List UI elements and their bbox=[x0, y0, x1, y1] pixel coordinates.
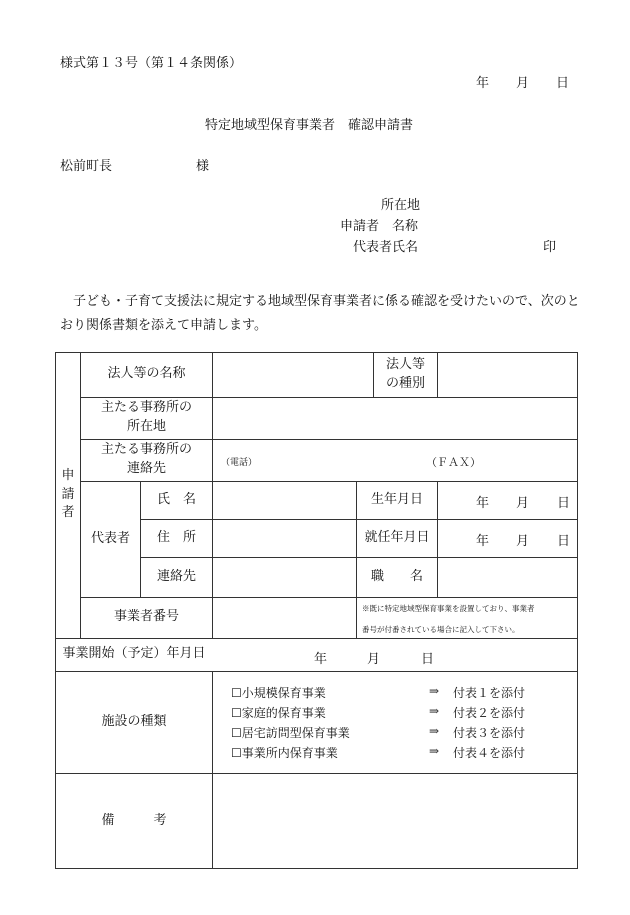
rep-address-label: 住 所 bbox=[156, 529, 196, 545]
facility-option-label: ☐家庭的保育事業 bbox=[231, 706, 326, 720]
facility-option-label: ☐小規模保育事業 bbox=[231, 686, 326, 700]
representative-group-label: 代表者 bbox=[90, 530, 130, 546]
appointment-year: 年 bbox=[476, 534, 490, 549]
start-date-label: 事業開始（予定）年月日 bbox=[62, 646, 206, 662]
office-address-label: 主たる事務所の 所在地 bbox=[100, 400, 192, 434]
phone-label: （電話） bbox=[221, 458, 258, 468]
facility-type-label: 施設の種類 bbox=[101, 713, 167, 729]
arrow-icon: ⇒ bbox=[429, 684, 440, 698]
remarks-label: 備 考 bbox=[101, 812, 167, 828]
operator-number-label: 事業者番号 bbox=[113, 609, 179, 625]
date-year: 年 bbox=[476, 76, 490, 91]
appointment-month: 月 bbox=[516, 534, 530, 549]
facility-option[interactable] bbox=[231, 744, 526, 761]
birthdate-label: 生年月日 bbox=[370, 491, 423, 507]
rep-address-field[interactable] bbox=[213, 520, 355, 556]
birth-month: 月 bbox=[516, 496, 530, 511]
start-month: 月 bbox=[367, 652, 381, 667]
facility-option[interactable] bbox=[231, 704, 526, 721]
applicant-name-label: 申請者 名称 bbox=[340, 219, 419, 234]
office-address-field[interactable] bbox=[213, 398, 577, 438]
page-title: 特定地域型保育事業者 確認申請書 bbox=[205, 118, 414, 133]
start-year: 年 bbox=[314, 652, 328, 667]
arrow-icon: ⇒ bbox=[429, 724, 440, 738]
corp-type-label: 法人等 の種別 bbox=[385, 356, 425, 391]
addressee-honorific: 様 bbox=[196, 159, 210, 174]
fax-label: （ＦＡＸ） bbox=[426, 456, 481, 469]
facility-option-label: ☐事業所内保育事業 bbox=[231, 746, 338, 760]
date-day: 日 bbox=[556, 76, 570, 91]
arrow-icon: ⇒ bbox=[429, 704, 440, 718]
facility-option[interactable] bbox=[231, 684, 526, 701]
rep-name-label: 氏 名 bbox=[156, 491, 196, 507]
operator-number-note-2: 番号が付番されている場合に記入して下さい。 bbox=[362, 625, 520, 634]
rep-contact-field[interactable] bbox=[213, 558, 355, 596]
office-contact-label: 主たる事務所の 連絡先 bbox=[100, 442, 192, 476]
operator-number-field[interactable] bbox=[213, 598, 355, 637]
seal-mark: 印 bbox=[543, 240, 557, 255]
position-field[interactable] bbox=[438, 558, 577, 596]
birth-year: 年 bbox=[476, 496, 490, 511]
application-statement: 子ども・子育て支援法に規定する地域型保育事業者に係る確認を受けたいので、次のとおり関係書類を添えて申請します。 bbox=[60, 294, 580, 333]
applicant-section-label: 申 請 者 bbox=[61, 467, 75, 521]
corp-name-field[interactable] bbox=[213, 353, 372, 396]
facility-attachment: 付表４を添付 bbox=[453, 746, 526, 760]
facility-attachment: 付表２を添付 bbox=[453, 706, 526, 720]
birth-day: 日 bbox=[557, 496, 571, 511]
corp-name-label: 法人等の名称 bbox=[107, 366, 186, 382]
form-number: 様式第１３号（第１４条関係） bbox=[60, 56, 243, 71]
operator-number-note-1: ※既に特定地域型保育事業を設置しており、事業者 bbox=[362, 604, 535, 613]
arrow-icon: ⇒ bbox=[429, 744, 440, 758]
facility-attachment: 付表１を添付 bbox=[453, 686, 526, 700]
facility-option-label: ☐居宅訪問型保育事業 bbox=[231, 726, 350, 740]
location-label: 所在地 bbox=[381, 198, 421, 213]
facility-option[interactable] bbox=[231, 724, 526, 741]
rep-contact-label: 連絡先 bbox=[156, 568, 196, 584]
rep-name-field[interactable] bbox=[213, 482, 355, 518]
addressee-name: 松前町長 bbox=[60, 159, 113, 174]
position-label: 職 名 bbox=[370, 568, 423, 584]
appointment-day: 日 bbox=[557, 534, 571, 549]
representative-name-label: 代表者氏名 bbox=[353, 240, 419, 255]
start-day: 日 bbox=[421, 652, 435, 667]
corp-type-field[interactable] bbox=[438, 353, 577, 396]
facility-attachment: 付表３を添付 bbox=[453, 726, 526, 740]
remarks-field[interactable] bbox=[213, 774, 577, 868]
date-month: 月 bbox=[516, 76, 530, 91]
appointment-date-label: 就任年月日 bbox=[364, 529, 430, 545]
